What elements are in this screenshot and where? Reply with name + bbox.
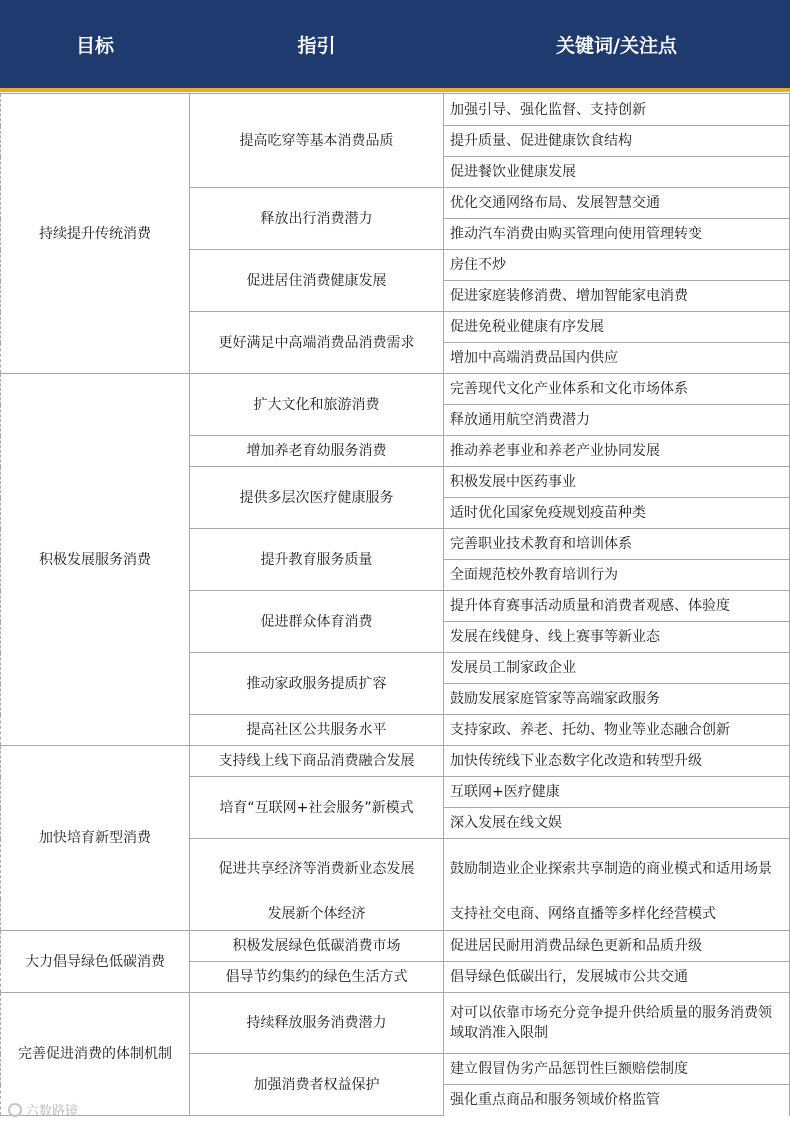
header-accent-line — [0, 88, 790, 92]
keyword-cell: 支持社交电商、网络直播等多样化经营模式 — [444, 899, 790, 931]
guide-cell: 扩大文化和旅游消费 — [190, 374, 444, 436]
keyword-cell: 完善现代文化产业体系和文化市场体系 — [444, 374, 790, 405]
goal-cell: 加快培育新型消费 — [1, 746, 190, 931]
keyword-cell: 互联网+医疗健康 — [444, 777, 790, 808]
guide-cell: 促进群众体育消费 — [190, 591, 444, 653]
guide-cell: 倡导节约集约的绿色生活方式 — [190, 962, 444, 993]
keyword-cell: 发展在线健身、线上赛事等新业态 — [444, 622, 790, 653]
keyword-cell: 房住不炒 — [444, 250, 790, 281]
table-header — [0, 0, 790, 88]
goal-cell: 完善促进消费的体制机制 — [1, 993, 190, 1116]
keyword-cell: 促进餐饮业健康发展 — [444, 157, 790, 188]
guide-cell: 积极发展绿色低碳消费市场 — [190, 931, 444, 962]
keyword-cell: 加快传统线下业态数字化改造和转型升级 — [444, 746, 790, 777]
header-keywords: 关键词/关注点 — [556, 34, 677, 57]
keyword-cell: 深入发展在线文娱 — [444, 808, 790, 839]
policy-table — [0, 93, 790, 1116]
keyword-cell: 对可以依靠市场充分竞争提升供给质量的服务消费领域取消准入限制 — [444, 993, 790, 1054]
keyword-cell: 倡导绿色低碳出行，发展城市公共交通 — [444, 962, 790, 993]
guide-cell: 释放出行消费潜力 — [190, 188, 444, 250]
watermark — [8, 1100, 78, 1119]
goal-cell: 积极发展服务消费 — [1, 374, 190, 746]
keyword-cell: 支持家政、养老、托幼、物业等业态融合创新 — [444, 715, 790, 746]
guide-cell: 提升教育服务质量 — [190, 529, 444, 591]
keyword-cell: 释放通用航空消费潜力 — [444, 405, 790, 436]
header-guide: 指引 — [297, 34, 336, 57]
table-row — [1, 374, 790, 405]
keyword-cell: 适时优化国家免疫规划疫苗种类 — [444, 498, 790, 529]
keyword-cell: 提升质量、促进健康饮食结构 — [444, 126, 790, 157]
guide-cell: 持续释放服务消费潜力 — [190, 993, 444, 1054]
keyword-cell: 优化交通网络布局、发展智慧交通 — [444, 188, 790, 219]
watermark-text: 六数路镜 — [26, 1104, 79, 1119]
keyword-cell: 促进家庭装修消费、增加智能家电消费 — [444, 281, 790, 312]
keyword-cell: 建立假冒伪劣产品惩罚性巨额赔偿制度 — [444, 1054, 790, 1085]
goal-cell: 持续提升传统消费 — [1, 94, 190, 374]
keyword-cell: 鼓励制造业企业探索共享制造的商业模式和适用场景 — [444, 839, 790, 899]
table-row — [1, 746, 790, 777]
keyword-cell: 完善职业技术教育和培训体系 — [444, 529, 790, 560]
keyword-cell: 促进居民耐用消费品绿色更新和品质升级 — [444, 931, 790, 962]
keyword-cell: 积极发展中医药事业 — [444, 467, 790, 498]
guide-cell: 提供多层次医疗健康服务 — [190, 467, 444, 529]
header-goal: 目标 — [75, 34, 114, 57]
keyword-cell: 提升体育赛事活动质量和消费者观感、体验度 — [444, 591, 790, 622]
table-row — [1, 94, 790, 126]
guide-cell: 提高社区公共服务水平 — [190, 715, 444, 746]
keyword-cell: 全面规范校外教育培训行为 — [444, 560, 790, 591]
goal-cell: 大力倡导绿色低碳消费 — [1, 931, 190, 993]
keyword-cell: 促进免税业健康有序发展 — [444, 312, 790, 343]
keyword-cell: 强化重点商品和服务领域价格监管 — [444, 1085, 790, 1116]
guide-cell: 加强消费者权益保护 — [190, 1054, 444, 1116]
guide-cell: 提高吃穿等基本消费品质 — [190, 94, 444, 188]
table-row — [1, 993, 790, 1054]
guide-cell: 促进共享经济等消费新业态发展 — [190, 839, 444, 899]
table-row — [1, 931, 790, 962]
keyword-cell: 推动养老事业和养老产业协同发展 — [444, 436, 790, 467]
keyword-cell: 加强引导、强化监督、支持创新 — [444, 94, 790, 126]
guide-cell: 更好满足中高端消费品消费需求 — [190, 312, 444, 374]
watermark-logo-icon — [8, 1103, 22, 1117]
guide-cell: 发展新个体经济 — [190, 899, 444, 931]
guide-cell: 推动家政服务提质扩容 — [190, 653, 444, 715]
keyword-cell: 推动汽车消费由购买管理向使用管理转变 — [444, 219, 790, 250]
guide-cell: 培育“互联网+社会服务”新模式 — [190, 777, 444, 839]
keyword-cell: 增加中高端消费品国内供应 — [444, 343, 790, 374]
keyword-cell: 鼓励发展家庭管家等高端家政服务 — [444, 684, 790, 715]
guide-cell: 促进居住消费健康发展 — [190, 250, 444, 312]
keyword-cell: 发展员工制家政企业 — [444, 653, 790, 684]
guide-cell: 增加养老育幼服务消费 — [190, 436, 444, 467]
guide-cell: 支持线上线下商品消费融合发展 — [190, 746, 444, 777]
